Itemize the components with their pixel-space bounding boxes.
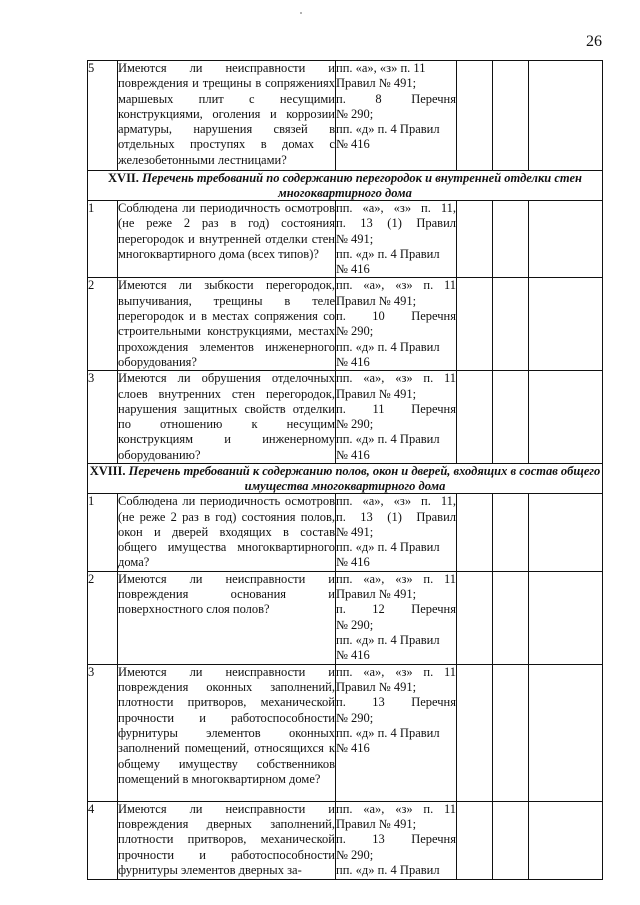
- answer-yes-cell[interactable]: [457, 664, 493, 801]
- row-number: 2: [88, 278, 118, 371]
- answer-yes-cell[interactable]: [457, 801, 493, 879]
- note-cell[interactable]: [529, 494, 603, 571]
- row-number: 2: [88, 571, 118, 664]
- table-row: [88, 494, 603, 571]
- question-cell: Имеются ли неисправности и повреждения дверных заполнений, плотности притворов, механической прочности и работоспособности фурнитуры элементов дверных за-: [118, 801, 336, 879]
- question-cell: Соблюдена ли периодичность осмотров (не реже 2 раз в год) состояния полов, окон и дверей входящих в состав общего имущества многоквартирного дома?: [118, 494, 335, 570]
- note-cell[interactable]: [529, 664, 603, 801]
- reference-cell: пп. «а», «з» п. 11, п. 13 (1) Правил № 491; пп. «д» п. 4 Правил № 416: [336, 201, 456, 277]
- section-header-row: [88, 171, 603, 201]
- table-row: [88, 571, 603, 664]
- answer-no-cell[interactable]: [493, 61, 529, 171]
- note-cell[interactable]: [529, 571, 603, 664]
- scan-speck: [300, 12, 302, 14]
- reference-cell: пп. «а», «з» п. 11, п. 13 (1) Правил № 491; пп. «д» п. 4 Правил № 416: [336, 494, 456, 570]
- answer-yes-cell[interactable]: [457, 278, 493, 371]
- answer-no-cell[interactable]: [493, 201, 529, 278]
- reference-cell: пп. «а», «з» п. 11 Правил № 491; п. 10 Перечня № 290; пп. «д» п. 4 Правил № 416: [336, 278, 456, 369]
- answer-no-cell[interactable]: [493, 801, 529, 879]
- table-row: [88, 664, 603, 801]
- row-number: 3: [88, 371, 118, 464]
- question-cell: Соблюдена ли периодичность осмотров (не реже 2 раз в год) состояния перегородок и внутренней отделки стен многоквартирного дома (всех типов)?: [118, 201, 336, 278]
- note-cell[interactable]: [529, 278, 603, 371]
- question-cell: Имеются ли обрушения отделочных слоев внутренних стен перегородок, нарушения защитных свойств отделки по отношению к несущим конструкциям и инженерному оборудованию?: [118, 371, 336, 464]
- question-cell: Имеются ли неисправности и повреждения основания и поверхностного слоя полов?: [118, 571, 336, 664]
- question-cell: Имеются ли неисправности и повреждения оконных заполнений, плотности притворов, механической прочности и работоспособности фурнитуры элементов оконных заполнений помещений, относящихся к общему имуществу собственников помещений в многоквартирном доме?: [118, 664, 336, 801]
- section-header-row: [88, 464, 603, 494]
- answer-yes-cell[interactable]: [457, 201, 493, 278]
- page-number: 26: [586, 33, 602, 50]
- table-row: [88, 201, 603, 278]
- answer-yes-cell[interactable]: [457, 371, 493, 464]
- reference-cell: пп. «а», «з» п. 11 Правил № 491; п. 12 Перечня № 290; пп. «д» п. 4 Правил № 416: [336, 571, 457, 664]
- answer-no-cell[interactable]: [493, 571, 529, 664]
- table-row: [88, 278, 603, 371]
- section-title-xvii: XVII. Перечень требований по содержанию перегородок и внутренней отделки стен многоквартирного дома: [88, 171, 603, 201]
- reference-cell: пп. «а», «з» п. 11 Правил № 491; п. 8 Перечня № 290; пп. «д» п. 4 Правил № 416: [336, 61, 457, 171]
- question-cell: Имеются ли неисправности и повреждения и трещины в сопряжениях маршевых плит с несущими конструкциями, оголения и коррозии арматуры, нарушения связей в отдельных проступях в домах с железобетонными лестницами?: [118, 61, 336, 171]
- answer-yes-cell[interactable]: [457, 494, 493, 571]
- note-cell[interactable]: [529, 61, 603, 171]
- reference-cell: пп. «а», «з» п. 11 Правил № 491; п. 13 Перечня № 290; пп. «д» п. 4 Правил: [336, 801, 457, 879]
- table-row: [88, 371, 603, 464]
- table-row: [88, 61, 603, 171]
- answer-no-cell[interactable]: [493, 494, 529, 571]
- note-cell[interactable]: [529, 371, 603, 464]
- reference-cell: пп. «а», «з» п. 11 Правил № 491; п. 13 Перечня № 290; пп. «д» п. 4 Правил № 416: [336, 664, 457, 801]
- row-number: 5: [88, 61, 118, 171]
- row-number: 4: [88, 801, 118, 879]
- reference-cell: пп. «а», «з» п. 11 Правил № 491; п. 11 Перечня № 290; пп. «д» п. 4 Правил № 416: [336, 371, 457, 464]
- answer-no-cell[interactable]: [493, 278, 529, 371]
- section-title-xviii: XVIII. Перечень требований к содержанию полов, окон и дверей, входящих в состав общего имущества многоквартирного дома: [88, 464, 603, 494]
- answer-yes-cell[interactable]: [457, 571, 493, 664]
- note-cell[interactable]: [529, 801, 603, 879]
- row-number: 3: [88, 664, 118, 801]
- answer-yes-cell[interactable]: [457, 61, 493, 171]
- row-number: 1: [88, 494, 118, 571]
- checklist-table: [87, 60, 603, 880]
- note-cell[interactable]: [529, 201, 603, 278]
- answer-no-cell[interactable]: [493, 371, 529, 464]
- answer-no-cell[interactable]: [493, 664, 529, 801]
- question-cell: Имеются ли зыбкости перегородок, выпучивания, трещины в теле перегородок и в местах сопряжения со строительными конструкциями, местах прохождения элементов инженерного оборудования?: [118, 278, 335, 369]
- table-row: [88, 801, 603, 879]
- row-number: 1: [88, 201, 118, 278]
